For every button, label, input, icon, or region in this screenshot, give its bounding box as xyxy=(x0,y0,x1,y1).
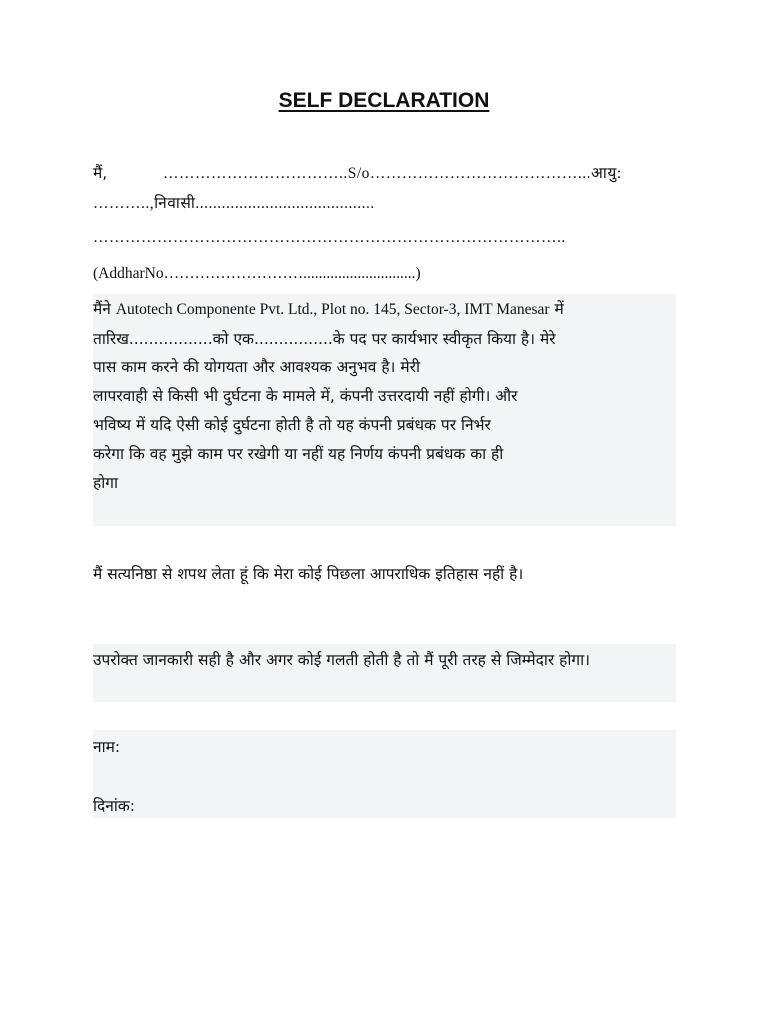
declaration-line-7: होगा xyxy=(93,474,118,492)
declaration-line-1 xyxy=(93,298,564,321)
declaration-line-4: लापरवाही से किसी भी दुर्घटना के मामले में, कंपनी उत्तरदायी नहीं होगी। और xyxy=(93,387,518,405)
company-details: Autotech Componente Pvt. Ltd., Plot no. 145, Sector-3, IMT Manesar xyxy=(115,301,550,318)
declaration-line-3: पास काम करने की योगयता और आवश्यक अनुभव है। मेरी xyxy=(93,358,420,376)
aadhar-line: (AddharNo……………………….............................) xyxy=(93,265,421,282)
declarant-pronoun: मैं, xyxy=(93,164,108,182)
responsibility-paragraph: उपरोक्त जानकारी सही है और अगर कोई गलती होती है तो मैं पूरी तरह से जिम्मेदार होगा। xyxy=(93,651,591,669)
date-label: दिनांक: xyxy=(93,797,135,815)
page-title: SELF DECLARATION xyxy=(278,89,490,112)
age-residence-line: ………..,निवासी......................................... xyxy=(93,195,375,212)
declaration-line-5: भविष्य में यदि ऐसी कोई दुर्घटना होती है तो यह कंपनी प्रबंधक पर निर्भर xyxy=(93,416,491,434)
name-label: नाम: xyxy=(93,738,121,756)
declaration-start: मैंने xyxy=(93,300,111,318)
signature-block-background xyxy=(93,730,676,818)
declaration-line-6: करेगा कि वह मुझे काम पर रखेगी या नहीं यह निर्णय कंपनी प्रबंधक का ही xyxy=(93,445,504,463)
address-line: …………………………………………………………………………….. xyxy=(93,229,566,246)
oath-paragraph: मैं सत्यनिष्ठा से शपथ लेता हूं कि मेरा कोई पिछला आपराधिक इतिहास नहीं है। xyxy=(93,565,524,583)
declaration-in: में xyxy=(554,300,564,318)
declaration-line-2: तारिख.................को एक................के पद पर कार्यभार स्वीकृत किया है। मेरे xyxy=(93,330,556,348)
name-son-of-age-line: ……………………………..S/o…………………………………...आयु: xyxy=(163,165,622,182)
